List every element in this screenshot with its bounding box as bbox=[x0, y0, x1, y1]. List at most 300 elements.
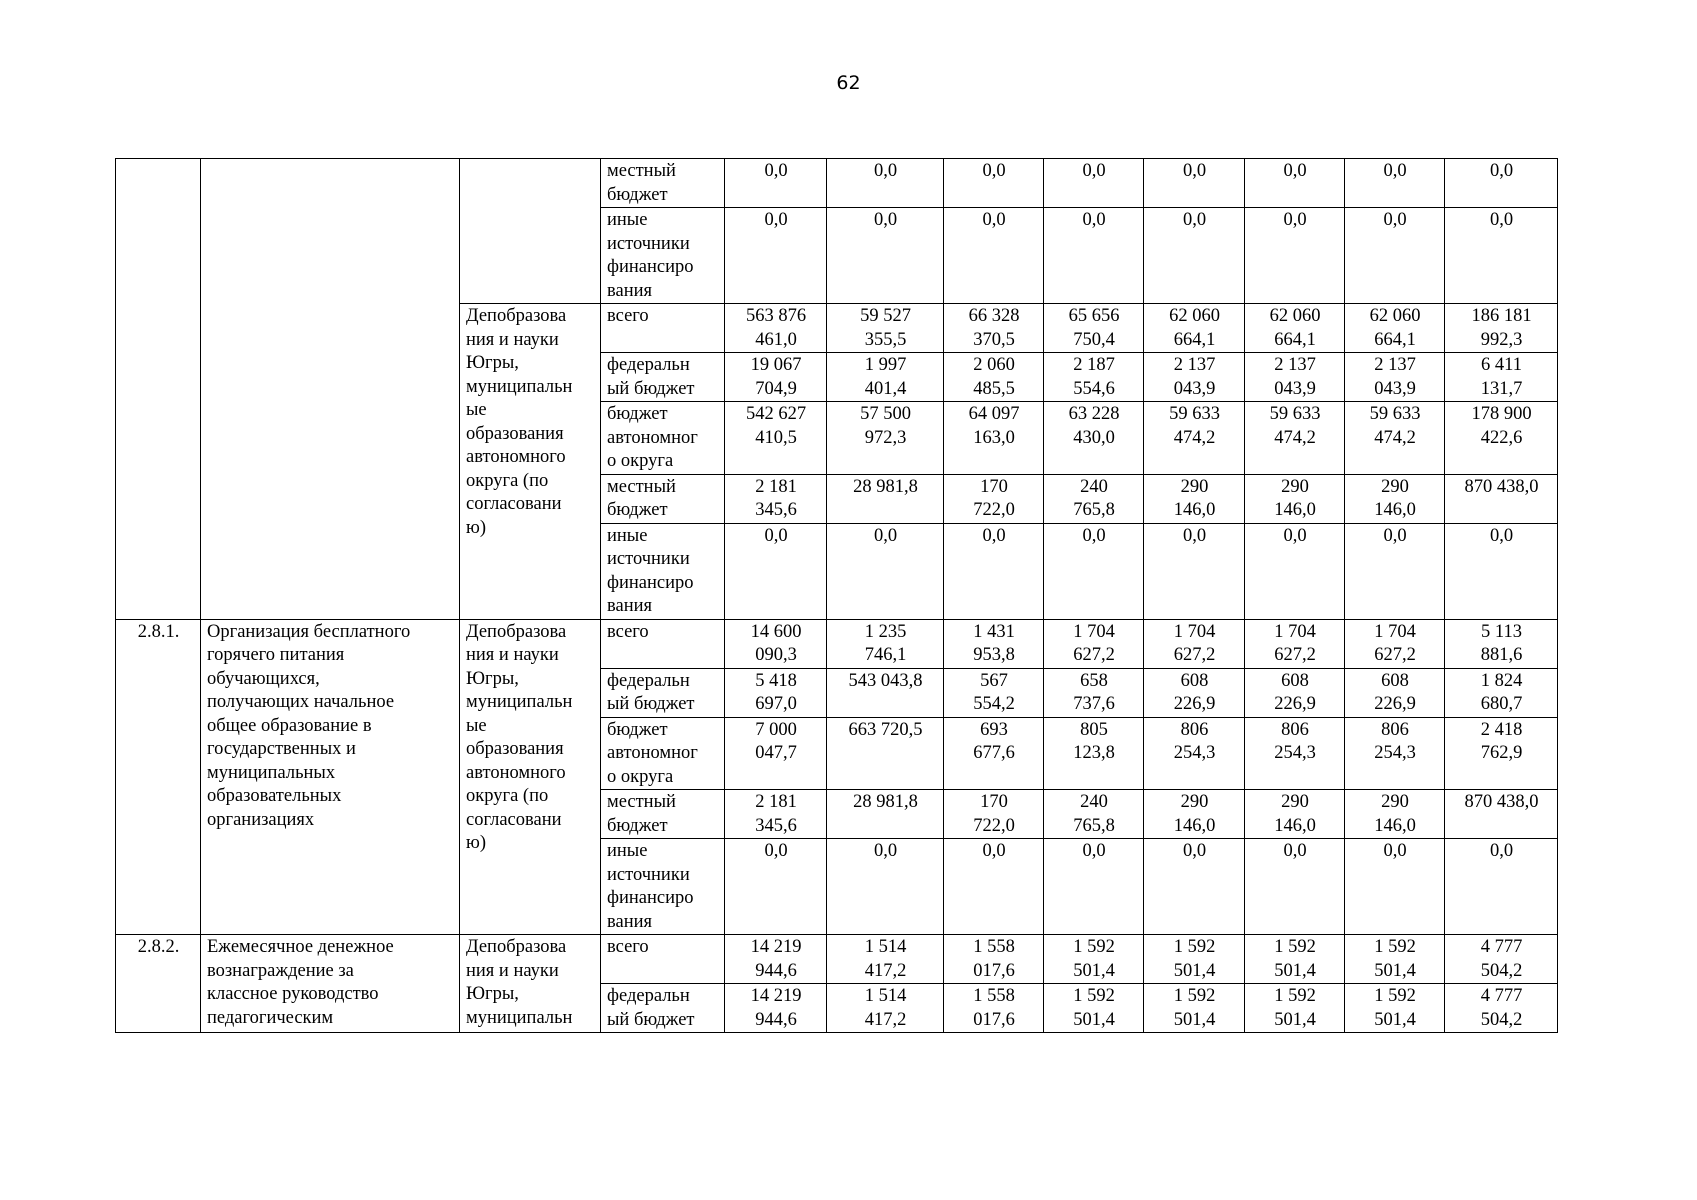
item-name-cell-line: получающих начальное bbox=[207, 692, 395, 712]
funding-source-cell bbox=[601, 984, 725, 1033]
amount-cell-line: 226,9 bbox=[1374, 694, 1416, 714]
funding-source-cell bbox=[601, 208, 725, 304]
amount-cell bbox=[944, 159, 1044, 208]
amount-cell bbox=[1445, 402, 1558, 475]
amount-cell-line: 62 060 bbox=[1269, 306, 1321, 326]
amount-cell bbox=[1245, 790, 1345, 839]
amount-cell-line: 410,5 bbox=[755, 427, 797, 448]
amount-cell-line: 59 633 bbox=[1169, 404, 1220, 424]
executor-cell-line: ые bbox=[466, 715, 487, 736]
amount-cell bbox=[1245, 717, 1345, 790]
amount-cell bbox=[1144, 717, 1245, 790]
executor-cell-line: ния и науки bbox=[466, 645, 559, 665]
amount-cell-line: 1 514 bbox=[864, 937, 907, 957]
amount-cell-line: 0,0 bbox=[1182, 161, 1207, 181]
amount-cell bbox=[1345, 619, 1445, 668]
table-row bbox=[116, 935, 1558, 984]
executor-cell-line: округа (по bbox=[466, 470, 549, 491]
amount-cell-line: 765,8 bbox=[1073, 815, 1115, 836]
amount-cell-line: 722,0 bbox=[973, 815, 1015, 836]
amount-cell bbox=[1445, 159, 1558, 208]
amount-cell-line: 658 bbox=[1080, 670, 1108, 691]
amount-cell bbox=[1144, 474, 1245, 523]
amount-cell-line: 693 bbox=[980, 719, 1008, 740]
item-name-cell bbox=[201, 619, 460, 935]
amount-cell-line: 1 431 bbox=[973, 621, 1015, 642]
amount-cell-line: 63 228 bbox=[1068, 404, 1120, 424]
amount-cell-line: 0,0 bbox=[1082, 841, 1106, 861]
amount-cell bbox=[1044, 159, 1144, 208]
amount-cell bbox=[1044, 619, 1144, 668]
amount-cell-line: 0,0 bbox=[982, 525, 1006, 546]
amount-cell-line: 750,4 bbox=[1073, 329, 1115, 350]
amount-cell-line: 2 181 bbox=[755, 792, 797, 812]
amount-cell-line: 123,8 bbox=[1073, 743, 1115, 763]
amount-cell bbox=[1445, 474, 1558, 523]
funding-source-cell-line: бюджет bbox=[607, 404, 668, 424]
amount-cell-line: 59 633 bbox=[1269, 404, 1321, 424]
amount-cell-line: 290 bbox=[1281, 476, 1309, 497]
amount-cell bbox=[827, 474, 944, 523]
amount-cell-line: 240 bbox=[1080, 476, 1108, 497]
amount-cell-line: 1 592 bbox=[1274, 937, 1316, 957]
amount-cell bbox=[1245, 619, 1345, 668]
funding-source-cell bbox=[601, 159, 725, 208]
amount-cell bbox=[1345, 839, 1445, 935]
amount-cell-line: 881,6 bbox=[1480, 645, 1523, 665]
amount-cell-line: 28 981,8 bbox=[853, 792, 918, 812]
amount-cell bbox=[725, 159, 827, 208]
funding-source-cell-line: местный bbox=[607, 792, 676, 812]
amount-cell-line: 501,4 bbox=[1274, 960, 1316, 981]
amount-cell-line: 474,2 bbox=[1173, 427, 1216, 448]
amount-cell bbox=[1044, 839, 1144, 935]
amount-cell bbox=[827, 159, 944, 208]
funding-source-cell-line: федеральн bbox=[607, 355, 690, 375]
funding-source-cell-line: иные bbox=[607, 841, 648, 861]
amount-cell bbox=[944, 935, 1044, 984]
amount-cell bbox=[1345, 474, 1445, 523]
amount-cell bbox=[944, 208, 1044, 304]
amount-cell-line: 163,0 bbox=[973, 427, 1015, 448]
amount-cell-line: 290 bbox=[1381, 792, 1409, 812]
amount-cell bbox=[1345, 935, 1445, 984]
amount-cell-line: 1 558 bbox=[973, 937, 1015, 957]
amount-cell-line: 62 060 bbox=[1169, 306, 1220, 326]
item-name-cell-line: общее образование в bbox=[207, 715, 372, 736]
amount-cell bbox=[725, 790, 827, 839]
funding-source-cell-line: всего bbox=[607, 621, 649, 642]
amount-cell bbox=[1144, 668, 1245, 717]
funding-source-cell-line: федеральн bbox=[607, 670, 690, 691]
amount-cell-line: 0,0 bbox=[764, 841, 788, 861]
funding-source-cell-line: иные bbox=[607, 210, 648, 230]
executor-cell-line: ния и науки bbox=[466, 329, 559, 350]
amount-cell-line: 0,0 bbox=[873, 210, 898, 230]
amount-cell bbox=[1345, 984, 1445, 1033]
funding-source-cell-line: о округа bbox=[607, 451, 674, 471]
amount-cell bbox=[1445, 523, 1558, 619]
amount-cell bbox=[1044, 790, 1144, 839]
amount-cell bbox=[1345, 353, 1445, 402]
amount-cell bbox=[1345, 208, 1445, 304]
funding-source-cell-line: источники bbox=[607, 549, 690, 569]
amount-cell-line: 4 777 bbox=[1480, 937, 1523, 957]
amount-cell bbox=[1245, 402, 1345, 475]
amount-cell-line: 226,9 bbox=[1173, 694, 1216, 714]
amount-cell-line: 944,6 bbox=[755, 960, 797, 981]
item-name-cell-line: Ежемесячное денежное bbox=[207, 937, 394, 957]
amount-cell-line: 240 bbox=[1080, 792, 1108, 812]
amount-cell bbox=[1044, 668, 1144, 717]
amount-cell bbox=[1044, 353, 1144, 402]
amount-cell bbox=[1144, 304, 1245, 353]
amount-cell bbox=[725, 619, 827, 668]
amount-cell bbox=[725, 353, 827, 402]
amount-cell bbox=[1445, 717, 1558, 790]
amount-cell bbox=[944, 353, 1044, 402]
amount-cell bbox=[827, 790, 944, 839]
funding-source-cell bbox=[601, 402, 725, 475]
amount-cell-line: 0,0 bbox=[873, 525, 898, 546]
amount-cell bbox=[1245, 839, 1345, 935]
amount-cell bbox=[1144, 790, 1245, 839]
amount-cell bbox=[725, 304, 827, 353]
amount-cell bbox=[944, 668, 1044, 717]
amount-cell bbox=[1245, 523, 1345, 619]
amount-cell bbox=[1245, 304, 1345, 353]
amount-cell-line: 146,0 bbox=[1173, 815, 1216, 836]
amount-cell bbox=[944, 839, 1044, 935]
executor-cell-line: согласовани bbox=[466, 494, 562, 514]
funding-source-cell-line: вания bbox=[607, 280, 653, 301]
amount-cell-line: 043,9 bbox=[1173, 378, 1216, 399]
amount-cell bbox=[725, 523, 827, 619]
amount-cell-line: 170 bbox=[980, 792, 1008, 812]
amount-cell bbox=[725, 839, 827, 935]
amount-cell-line: 0,0 bbox=[1182, 525, 1207, 546]
amount-cell bbox=[1345, 717, 1445, 790]
amount-cell-line: 401,4 bbox=[864, 378, 907, 399]
amount-cell-line: 64 097 bbox=[968, 404, 1020, 424]
amount-cell-line: 430,0 bbox=[1073, 427, 1115, 448]
amount-cell-line: 501,4 bbox=[1073, 960, 1115, 981]
executor-cell-line: округа (по bbox=[466, 786, 549, 806]
funding-source-cell-line: бюджет bbox=[607, 184, 668, 205]
amount-cell-line: 0,0 bbox=[1383, 161, 1407, 181]
amount-cell-line: 0,0 bbox=[1182, 841, 1207, 861]
amount-cell-line: 627,2 bbox=[1374, 645, 1416, 665]
funding-source-cell-line: вания bbox=[607, 911, 653, 932]
amount-cell-line: 59 633 bbox=[1369, 404, 1421, 424]
funding-source-cell-line: финансиро bbox=[607, 572, 694, 593]
amount-cell-line: 290 bbox=[1381, 476, 1409, 497]
amount-cell-line: 608 bbox=[1180, 670, 1209, 691]
amount-cell bbox=[944, 790, 1044, 839]
funding-source-cell-line: ый бюджет bbox=[607, 378, 695, 399]
funding-source-cell-line: источники bbox=[607, 233, 690, 254]
amount-cell-line: 2 060 bbox=[973, 355, 1015, 375]
amount-cell-line: 501,4 bbox=[1073, 1009, 1115, 1030]
amount-cell-line: 0,0 bbox=[1489, 210, 1514, 230]
amount-cell bbox=[1044, 984, 1144, 1033]
amount-cell bbox=[827, 668, 944, 717]
amount-cell bbox=[944, 984, 1044, 1033]
amount-cell-line: 0,0 bbox=[1383, 841, 1407, 861]
amount-cell bbox=[944, 717, 1044, 790]
amount-cell bbox=[1245, 159, 1345, 208]
amount-cell bbox=[1445, 353, 1558, 402]
amount-cell-line: 461,0 bbox=[755, 329, 797, 350]
amount-cell-line: 972,3 bbox=[864, 427, 907, 448]
amount-cell-line: 1 558 bbox=[973, 986, 1015, 1006]
amount-cell-line: 0,0 bbox=[1283, 525, 1307, 546]
amount-cell-line: 806 bbox=[1381, 719, 1409, 740]
amount-cell bbox=[827, 717, 944, 790]
amount-cell-line: 485,5 bbox=[973, 378, 1015, 399]
amount-cell-line: 0,0 bbox=[873, 161, 898, 181]
amount-cell-line: 0,0 bbox=[1283, 161, 1307, 181]
amount-cell-line: 290 bbox=[1180, 792, 1209, 812]
amount-cell-line: 474,2 bbox=[1374, 427, 1416, 448]
amount-cell-line: 543 043,8 bbox=[848, 670, 923, 691]
amount-cell-line: 1 704 bbox=[1374, 621, 1416, 642]
amount-cell-line: 806 bbox=[1281, 719, 1309, 740]
amount-cell bbox=[944, 474, 1044, 523]
amount-cell-line: 65 656 bbox=[1068, 306, 1120, 326]
amount-cell-line: 62 060 bbox=[1369, 306, 1421, 326]
item-name-cell bbox=[201, 935, 460, 1033]
amount-cell-line: 677,6 bbox=[973, 743, 1015, 763]
amount-cell-line: 0,0 bbox=[1383, 525, 1407, 546]
executor-cell-line: образования bbox=[466, 739, 564, 759]
funding-source-cell-line: ый бюджет bbox=[607, 694, 695, 714]
amount-cell bbox=[1345, 790, 1445, 839]
amount-cell-line: 4 777 bbox=[1480, 986, 1523, 1006]
funding-source-cell bbox=[601, 668, 725, 717]
amount-cell-line: 0,0 bbox=[1283, 210, 1307, 230]
amount-cell bbox=[1445, 935, 1558, 984]
amount-cell bbox=[1044, 935, 1144, 984]
amount-cell bbox=[827, 304, 944, 353]
funding-source-cell-line: федеральн bbox=[607, 986, 690, 1006]
funding-source-cell bbox=[601, 353, 725, 402]
executor-cell-line: ю) bbox=[466, 517, 486, 538]
amount-cell bbox=[1445, 839, 1558, 935]
amount-cell bbox=[944, 402, 1044, 475]
amount-cell bbox=[1044, 402, 1144, 475]
amount-cell-line: 992,3 bbox=[1480, 329, 1523, 350]
executor-cell-line: муниципальн bbox=[466, 1007, 573, 1028]
amount-cell bbox=[725, 474, 827, 523]
amount-cell bbox=[1144, 159, 1245, 208]
amount-cell bbox=[827, 523, 944, 619]
amount-cell-line: 765,8 bbox=[1073, 500, 1115, 520]
amount-cell-line: 355,5 bbox=[864, 329, 907, 350]
amount-cell-line: 2 181 bbox=[755, 476, 797, 497]
amount-cell-line: 57 500 bbox=[860, 404, 911, 424]
page-number: 62 bbox=[836, 72, 861, 94]
funding-source-cell-line: местный bbox=[607, 476, 676, 497]
amount-cell-line: 737,6 bbox=[1073, 694, 1115, 714]
amount-cell bbox=[827, 353, 944, 402]
item-name-cell-line: государственных и bbox=[207, 739, 356, 759]
amount-cell bbox=[1144, 208, 1245, 304]
amount-cell-line: 746,1 bbox=[864, 645, 907, 665]
funding-source-cell-line: бюджет bbox=[607, 719, 668, 740]
amount-cell-line: 474,2 bbox=[1274, 427, 1316, 448]
amount-cell-line: 017,6 bbox=[973, 1009, 1015, 1030]
amount-cell-line: 805 bbox=[1080, 719, 1108, 740]
amount-cell-line: 762,9 bbox=[1480, 743, 1523, 763]
item-name-cell-line: педагогическим bbox=[207, 1007, 334, 1028]
amount-cell bbox=[1445, 619, 1558, 668]
amount-cell-line: 254,3 bbox=[1274, 743, 1316, 763]
amount-cell bbox=[1144, 935, 1245, 984]
amount-cell-line: 627,2 bbox=[1274, 645, 1316, 665]
amount-cell-line: 1 997 bbox=[864, 355, 907, 375]
amount-cell-line: 017,6 bbox=[973, 960, 1015, 981]
amount-cell-line: 0,0 bbox=[764, 161, 788, 181]
amount-cell-line: 0,0 bbox=[982, 161, 1006, 181]
budget-table bbox=[115, 158, 1558, 1033]
executor-cell-line: согласовани bbox=[466, 809, 562, 830]
amount-cell-line: 501,4 bbox=[1374, 960, 1416, 981]
amount-cell bbox=[1144, 353, 1245, 402]
amount-cell bbox=[1445, 790, 1558, 839]
amount-cell bbox=[1144, 839, 1245, 935]
amount-cell bbox=[1245, 208, 1345, 304]
amount-cell-line: 2 137 bbox=[1173, 355, 1216, 375]
amount-cell bbox=[1345, 668, 1445, 717]
amount-cell-line: 664,1 bbox=[1173, 329, 1216, 350]
amount-cell bbox=[1345, 523, 1445, 619]
amount-cell bbox=[1245, 668, 1345, 717]
amount-cell bbox=[1044, 523, 1144, 619]
item-name-cell-line: классное руководство bbox=[207, 984, 379, 1004]
amount-cell-line: 1 592 bbox=[1073, 986, 1115, 1006]
item-name-cell-line: обучающихся, bbox=[207, 668, 320, 689]
funding-source-cell-line: местный bbox=[607, 161, 676, 181]
item-name-cell-line: муниципальных bbox=[207, 762, 336, 783]
amount-cell-line: 0,0 bbox=[1489, 841, 1514, 861]
amount-cell-line: 2 187 bbox=[1073, 355, 1115, 375]
amount-cell-line: 806 bbox=[1180, 719, 1209, 740]
amount-cell-line: 0,0 bbox=[1283, 841, 1307, 861]
amount-cell-line: 1 235 bbox=[864, 621, 907, 642]
amount-cell-line: 1 514 bbox=[864, 986, 907, 1006]
funding-source-cell-line: о округа bbox=[607, 766, 674, 787]
amount-cell-line: 664,1 bbox=[1374, 329, 1416, 350]
amount-cell-line: 542 627 bbox=[745, 404, 807, 424]
funding-source-cell-line: финансиро bbox=[607, 257, 694, 277]
amount-cell-line: 370,5 bbox=[973, 329, 1015, 350]
amount-cell bbox=[1044, 304, 1144, 353]
amount-cell-line: 608 bbox=[1281, 670, 1309, 691]
table-row bbox=[116, 619, 1558, 668]
amount-cell bbox=[944, 304, 1044, 353]
amount-cell bbox=[1445, 984, 1558, 1033]
amount-cell-line: 226,9 bbox=[1274, 694, 1316, 714]
funding-source-cell-line: бюджет bbox=[607, 500, 668, 520]
amount-cell bbox=[1044, 474, 1144, 523]
amount-cell bbox=[827, 208, 944, 304]
amount-cell-line: 722,0 bbox=[973, 500, 1015, 520]
item-name-cell-line: организациях bbox=[207, 809, 315, 830]
amount-cell-line: 14 219 bbox=[750, 986, 802, 1006]
item-code-cell: 2.8.2. bbox=[116, 935, 201, 1033]
amount-cell-line: 627,2 bbox=[1173, 645, 1216, 665]
amount-cell-line: 1 592 bbox=[1374, 986, 1416, 1006]
funding-source-cell-line: всего bbox=[607, 306, 649, 326]
amount-cell-line: 6 411 bbox=[1481, 355, 1522, 375]
amount-cell-line: 345,6 bbox=[755, 815, 797, 836]
amount-cell bbox=[1245, 353, 1345, 402]
funding-source-cell bbox=[601, 935, 725, 984]
funding-source-cell-line: автономног bbox=[607, 427, 698, 448]
amount-cell-line: 627,2 bbox=[1073, 645, 1115, 665]
executor-cell-line: Депобразова bbox=[466, 937, 567, 957]
amount-cell-line: 417,2 bbox=[864, 960, 907, 981]
amount-cell-line: 14 219 bbox=[750, 937, 802, 957]
code-cell-empty bbox=[116, 159, 201, 620]
amount-cell-line: 2 418 bbox=[1480, 719, 1523, 740]
amount-cell bbox=[1144, 523, 1245, 619]
amount-cell-line: 0,0 bbox=[1182, 210, 1207, 230]
amount-cell-line: 663 720,5 bbox=[848, 719, 923, 740]
amount-cell-line: 66 328 bbox=[968, 306, 1020, 326]
amount-cell-line: 501,4 bbox=[1274, 1009, 1316, 1030]
executor-cell-line: образования bbox=[466, 423, 564, 444]
amount-cell-line: 090,3 bbox=[755, 645, 797, 665]
amount-cell bbox=[1345, 159, 1445, 208]
amount-cell-line: 417,2 bbox=[864, 1009, 907, 1030]
executor-cell bbox=[460, 935, 601, 1033]
amount-cell bbox=[725, 935, 827, 984]
amount-cell-line: 0,0 bbox=[982, 841, 1006, 861]
executor-cell-empty bbox=[460, 159, 601, 304]
amount-cell-line: 563 876 bbox=[745, 306, 807, 326]
amount-cell-line: 2 137 bbox=[1374, 355, 1416, 375]
name-cell-empty bbox=[201, 159, 460, 620]
amount-cell-line: 501,4 bbox=[1173, 1009, 1216, 1030]
amount-cell-line: 0,0 bbox=[1082, 161, 1106, 181]
amount-cell-line: 697,0 bbox=[755, 694, 797, 714]
amount-cell-line: 0,0 bbox=[1383, 210, 1407, 230]
funding-source-cell bbox=[601, 839, 725, 935]
funding-source-cell bbox=[601, 474, 725, 523]
amount-cell bbox=[1044, 208, 1144, 304]
amount-cell-line: 1 704 bbox=[1073, 621, 1115, 642]
amount-cell-line: 554,2 bbox=[973, 694, 1015, 714]
amount-cell-line: 14 600 bbox=[750, 621, 802, 642]
amount-cell bbox=[1245, 984, 1345, 1033]
amount-cell bbox=[1144, 619, 1245, 668]
amount-cell-line: 131,7 bbox=[1480, 378, 1523, 399]
executor-cell-line: автономного bbox=[466, 447, 566, 467]
amount-cell-line: 146,0 bbox=[1374, 500, 1416, 520]
amount-cell bbox=[1445, 208, 1558, 304]
funding-source-cell-line: всего bbox=[607, 937, 649, 957]
amount-cell-line: 0,0 bbox=[1082, 525, 1106, 546]
amount-cell-line: 608 bbox=[1381, 670, 1409, 691]
amount-cell-line: 680,7 bbox=[1480, 694, 1523, 714]
amount-cell-line: 146,0 bbox=[1173, 500, 1216, 520]
amount-cell-line: 59 527 bbox=[860, 306, 911, 326]
amount-cell bbox=[1445, 668, 1558, 717]
amount-cell-line: 170 bbox=[980, 476, 1008, 497]
amount-cell-line: 254,3 bbox=[1374, 743, 1416, 763]
